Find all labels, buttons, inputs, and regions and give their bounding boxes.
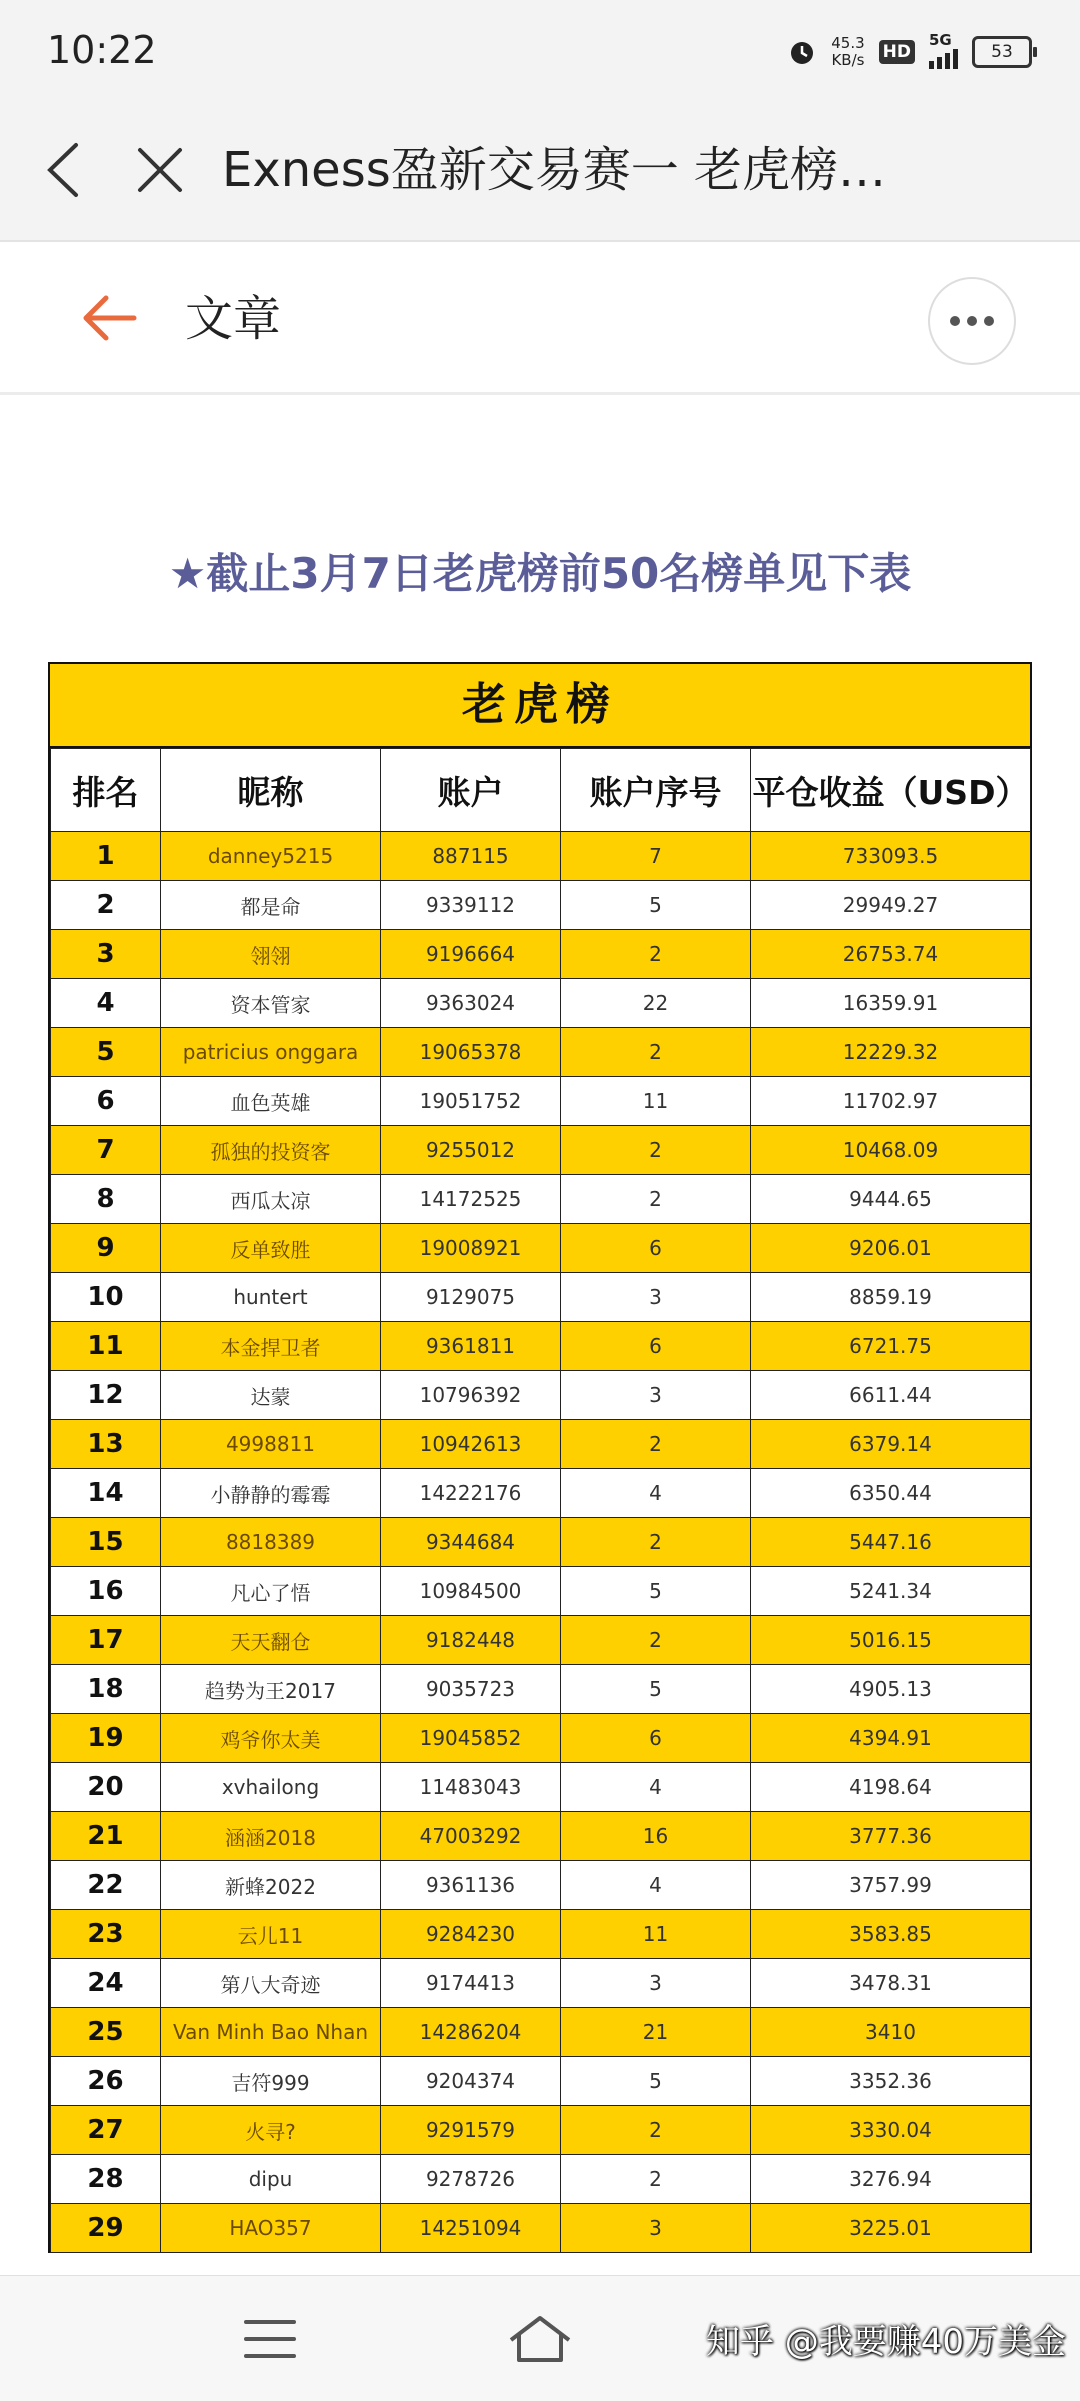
rank-cell: 3 [51, 930, 161, 979]
rank-cell: 26 [51, 2057, 161, 2106]
rank-cell: 9 [51, 1224, 161, 1273]
account-serial-cell: 2 [561, 1126, 751, 1175]
profit-cell: 6379.14 [751, 1420, 1031, 1469]
rank-cell: 18 [51, 1665, 161, 1714]
account-cell: 9196664 [381, 930, 561, 979]
status-bar [0, 0, 1080, 100]
table-header-row [51, 749, 1031, 832]
account-serial-cell: 3 [561, 1959, 751, 2008]
table-row [51, 2106, 1031, 2155]
table-row [51, 1322, 1031, 1371]
table-row [51, 1959, 1031, 2008]
nickname-cell: 西瓜太凉 [161, 1175, 381, 1224]
profit-cell: 5241.34 [751, 1567, 1031, 1616]
column-header: 排名 [51, 749, 161, 832]
rank-cell: 13 [51, 1420, 161, 1469]
account-cell: 9339112 [381, 881, 561, 930]
rank-cell: 29 [51, 2204, 161, 2253]
nickname-cell: 血色英雄 [161, 1077, 381, 1126]
nickname-cell: 天天翻仓 [161, 1616, 381, 1665]
table-row [51, 881, 1031, 930]
profit-cell: 29949.27 [751, 881, 1031, 930]
nickname-cell: 本金捍卫者 [161, 1322, 381, 1371]
nickname-cell: xvhailong [161, 1763, 381, 1812]
table-row [51, 1420, 1031, 1469]
nickname-cell: 鸡爷你太美 [161, 1714, 381, 1763]
page-title: Exness盈新交易赛一 老虎榜… [222, 142, 886, 198]
account-cell: 10796392 [381, 1371, 561, 1420]
profit-cell: 6350.44 [751, 1469, 1031, 1518]
nickname-cell: 新蜂2022 [161, 1861, 381, 1910]
profit-cell: 5016.15 [751, 1616, 1031, 1665]
table-row [51, 1077, 1031, 1126]
nickname-cell: 达蒙 [161, 1371, 381, 1420]
profit-cell: 11702.97 [751, 1077, 1031, 1126]
account-cell: 9204374 [381, 2057, 561, 2106]
rank-cell: 2 [51, 881, 161, 930]
profit-cell: 3225.01 [751, 2204, 1031, 2253]
hd-badge: HD [879, 40, 915, 64]
table-row [51, 1567, 1031, 1616]
nickname-cell: 趋势为王2017 [161, 1665, 381, 1714]
table-row [51, 1812, 1031, 1861]
profit-cell: 5447.16 [751, 1518, 1031, 1567]
nickname-cell: 都是命 [161, 881, 381, 930]
account-cell: 47003292 [381, 1812, 561, 1861]
account-cell: 9129075 [381, 1273, 561, 1322]
account-serial-cell: 2 [561, 1420, 751, 1469]
table-row [51, 2204, 1031, 2253]
rank-cell: 7 [51, 1126, 161, 1175]
nickname-cell: dipu [161, 2155, 381, 2204]
account-cell: 19051752 [381, 1077, 561, 1126]
account-cell: 9361811 [381, 1322, 561, 1371]
leaderboard-title: 老虎榜 [50, 664, 1030, 748]
rank-cell: 27 [51, 2106, 161, 2155]
column-header: 昵称 [161, 749, 381, 832]
nickname-cell: 吉符999 [161, 2057, 381, 2106]
account-serial-cell: 7 [561, 832, 751, 881]
table-row [51, 2008, 1031, 2057]
rank-cell: 12 [51, 1371, 161, 1420]
network-speed [831, 35, 864, 69]
rank-cell: 6 [51, 1077, 161, 1126]
account-cell: 14251094 [381, 2204, 561, 2253]
profit-cell: 3330.04 [751, 2106, 1031, 2155]
nickname-cell: Van Minh Bao Nhan [161, 2008, 381, 2057]
rank-cell: 8 [51, 1175, 161, 1224]
column-header: 账户序号 [561, 749, 751, 832]
profit-cell: 3777.36 [751, 1812, 1031, 1861]
profit-cell: 10468.09 [751, 1126, 1031, 1175]
bottom-nav [0, 2275, 1080, 2401]
nickname-cell: 凡心了悟 [161, 1567, 381, 1616]
account-cell: 9284230 [381, 1910, 561, 1959]
back-chevron-icon[interactable] [38, 135, 88, 205]
nav-bar [0, 100, 1080, 240]
status-icons [787, 30, 1032, 74]
more-options-button[interactable] [928, 277, 1016, 365]
account-serial-cell: 2 [561, 2155, 751, 2204]
account-serial-cell: 11 [561, 1077, 751, 1126]
back-arrow-icon[interactable] [80, 290, 140, 346]
account-cell: 19008921 [381, 1224, 561, 1273]
rank-cell: 20 [51, 1763, 161, 1812]
account-cell: 14172525 [381, 1175, 561, 1224]
rank-cell: 1 [51, 832, 161, 881]
account-serial-cell: 2 [561, 930, 751, 979]
profit-cell: 3410 [751, 2008, 1031, 2057]
close-icon[interactable] [130, 135, 190, 205]
leaderboard-table [50, 748, 1031, 2253]
table-row [51, 979, 1031, 1028]
table-row [51, 1028, 1031, 1077]
account-serial-cell: 4 [561, 1763, 751, 1812]
profit-cell: 4905.13 [751, 1665, 1031, 1714]
account-cell: 10942613 [381, 1420, 561, 1469]
watermark: 知乎 @我要赚40万美金 [705, 2322, 1066, 2362]
more-dot-icon [984, 316, 994, 326]
account-cell: 10984500 [381, 1567, 561, 1616]
nickname-cell: 翎翎 [161, 930, 381, 979]
nickname-cell: 火寻? [161, 2106, 381, 2155]
table-row [51, 1861, 1031, 1910]
account-serial-cell: 2 [561, 1616, 751, 1665]
nickname-cell: 小静静的霉霉 [161, 1469, 381, 1518]
battery-icon [972, 36, 1032, 68]
nickname-cell: 云儿11 [161, 1910, 381, 1959]
profit-cell: 3757.99 [751, 1861, 1031, 1910]
table-row [51, 2155, 1031, 2204]
account-cell: 14222176 [381, 1469, 561, 1518]
account-cell: 19065378 [381, 1028, 561, 1077]
table-row [51, 2057, 1031, 2106]
profit-cell: 3583.85 [751, 1910, 1031, 1959]
account-serial-cell: 21 [561, 2008, 751, 2057]
profit-cell: 16359.91 [751, 979, 1031, 1028]
nickname-cell: 4998811 [161, 1420, 381, 1469]
account-serial-cell: 2 [561, 1175, 751, 1224]
more-dot-icon [967, 316, 977, 326]
nickname-cell: 资本管家 [161, 979, 381, 1028]
table-row [51, 1763, 1031, 1812]
account-serial-cell: 11 [561, 1910, 751, 1959]
account-serial-cell: 3 [561, 1273, 751, 1322]
signal-icon [929, 31, 958, 69]
rank-cell: 17 [51, 1616, 161, 1665]
account-cell: 9344684 [381, 1518, 561, 1567]
account-serial-cell: 5 [561, 881, 751, 930]
rank-cell: 14 [51, 1469, 161, 1518]
rank-cell: 5 [51, 1028, 161, 1077]
profit-cell: 3478.31 [751, 1959, 1031, 2008]
rank-cell: 24 [51, 1959, 161, 2008]
rank-cell: 25 [51, 2008, 161, 2057]
account-serial-cell: 16 [561, 1812, 751, 1861]
network-speed-value: 45.3 [831, 34, 865, 52]
rank-cell: 11 [51, 1322, 161, 1371]
profit-cell: 26753.74 [751, 930, 1031, 979]
profit-cell: 9444.65 [751, 1175, 1031, 1224]
article-headline: ★截止3月7日老虎榜前50名榜单见下表 [168, 549, 912, 598]
table-row [51, 1273, 1031, 1322]
table-row [51, 1224, 1031, 1273]
account-cell: 19045852 [381, 1714, 561, 1763]
menu-icon[interactable] [244, 2318, 296, 2360]
account-serial-cell: 5 [561, 1567, 751, 1616]
account-serial-cell: 6 [561, 1714, 751, 1763]
rank-cell: 15 [51, 1518, 161, 1567]
account-serial-cell: 2 [561, 1518, 751, 1567]
more-dot-icon [950, 316, 960, 326]
nickname-cell: huntert [161, 1273, 381, 1322]
table-row [51, 1126, 1031, 1175]
article-view [0, 240, 1080, 2277]
nickname-cell: HAO357 [161, 2204, 381, 2253]
home-icon[interactable] [505, 2312, 575, 2366]
nickname-cell: 8818389 [161, 1518, 381, 1567]
rank-cell: 10 [51, 1273, 161, 1322]
rank-cell: 16 [51, 1567, 161, 1616]
profit-cell: 733093.5 [751, 832, 1031, 881]
alarm-icon [787, 37, 817, 67]
column-header: 账户 [381, 749, 561, 832]
battery-level: 53 [991, 42, 1013, 62]
table-row [51, 1665, 1031, 1714]
table-row [51, 1518, 1031, 1567]
table-row [51, 1469, 1031, 1518]
profit-cell: 3276.94 [751, 2155, 1031, 2204]
account-serial-cell: 3 [561, 2204, 751, 2253]
account-serial-cell: 2 [561, 2106, 751, 2155]
account-cell: 9361136 [381, 1861, 561, 1910]
table-row [51, 832, 1031, 881]
column-header: 平仓收益（USD） [751, 749, 1031, 832]
account-cell: 887115 [381, 832, 561, 881]
rank-cell: 28 [51, 2155, 161, 2204]
status-time: 10:22 [47, 28, 157, 72]
leaderboard-body [51, 832, 1031, 2253]
account-cell: 14286204 [381, 2008, 561, 2057]
account-cell: 9278726 [381, 2155, 561, 2204]
profit-cell: 4394.91 [751, 1714, 1031, 1763]
table-row [51, 1714, 1031, 1763]
profit-cell: 3352.36 [751, 2057, 1031, 2106]
account-serial-cell: 6 [561, 1322, 751, 1371]
account-cell: 11483043 [381, 1763, 561, 1812]
article-header [0, 242, 1080, 395]
profit-cell: 6611.44 [751, 1371, 1031, 1420]
network-type: 5G [929, 31, 952, 49]
tiger-leaderboard [48, 662, 1032, 2253]
rank-cell: 21 [51, 1812, 161, 1861]
nickname-cell: 涵涵2018 [161, 1812, 381, 1861]
rank-cell: 4 [51, 979, 161, 1028]
nickname-cell: 反单致胜 [161, 1224, 381, 1273]
rank-cell: 19 [51, 1714, 161, 1763]
account-serial-cell: 4 [561, 1861, 751, 1910]
article-header-title: 文章 [185, 291, 282, 347]
account-serial-cell: 5 [561, 1665, 751, 1714]
account-serial-cell: 22 [561, 979, 751, 1028]
nickname-cell: 第八大奇迹 [161, 1959, 381, 2008]
profit-cell: 4198.64 [751, 1763, 1031, 1812]
profit-cell: 9206.01 [751, 1224, 1031, 1273]
table-row [51, 930, 1031, 979]
profit-cell: 6721.75 [751, 1322, 1031, 1371]
account-cell: 9255012 [381, 1126, 561, 1175]
nickname-cell: patricius onggara [161, 1028, 381, 1077]
account-serial-cell: 3 [561, 1371, 751, 1420]
account-cell: 9035723 [381, 1665, 561, 1714]
network-speed-unit: KB/s [831, 51, 865, 69]
account-serial-cell: 2 [561, 1028, 751, 1077]
account-serial-cell: 4 [561, 1469, 751, 1518]
account-cell: 9182448 [381, 1616, 561, 1665]
table-row [51, 1910, 1031, 1959]
account-cell: 9291579 [381, 2106, 561, 2155]
account-cell: 9363024 [381, 979, 561, 1028]
account-serial-cell: 5 [561, 2057, 751, 2106]
nickname-cell: 孤独的投资客 [161, 1126, 381, 1175]
profit-cell: 8859.19 [751, 1273, 1031, 1322]
nickname-cell: danney5215 [161, 832, 381, 881]
rank-cell: 22 [51, 1861, 161, 1910]
table-row [51, 1616, 1031, 1665]
account-serial-cell: 6 [561, 1224, 751, 1273]
account-cell: 9174413 [381, 1959, 561, 2008]
table-row [51, 1371, 1031, 1420]
table-row [51, 1175, 1031, 1224]
rank-cell: 23 [51, 1910, 161, 1959]
profit-cell: 12229.32 [751, 1028, 1031, 1077]
